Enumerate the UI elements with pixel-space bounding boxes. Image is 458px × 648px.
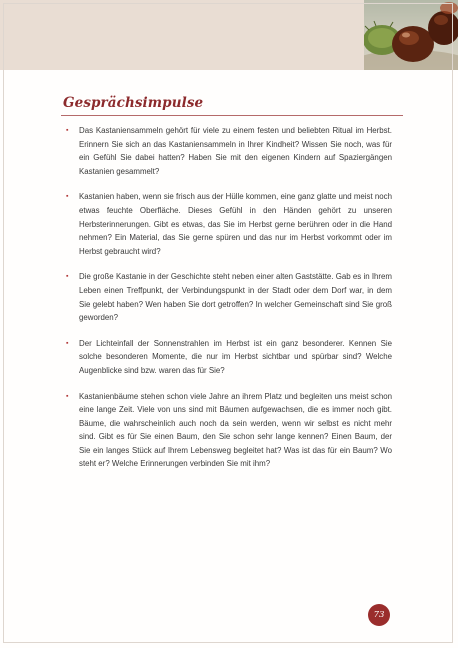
- bullet-icon: ▪: [66, 127, 69, 134]
- bullet-icon: ▪: [66, 392, 69, 400]
- list-item: [66, 390, 392, 472]
- list-item-text: Die große Kastanie in der Geschichte steht neben einer alten Gaststätte. Gab es in Ihrem Leben einen Treffpunkt, der Verbindungspunkt in der Stadt oder dem Dorf war, in dem Sie gelebt haben? Wen haben Sie dort getroffen? In welcher Gemeinschaft sind Sie groß geworden?: [79, 272, 392, 323]
- list-item: [66, 190, 392, 258]
- list-item-text: Kastanienbäume stehen schon viele Jahre an ihrem Platz und begleiten uns meist schon eine lange Zeit. Viele von uns sind mit Bäumen aufgewachsen, die es immer noch gibt. Bäume, die wahrscheinlich auch noch da sein werden, wenn wir selbst es nicht mehr sind. Gibt es für Sie einen Baum, den Sie schon sehr lange kennen? Einen Baum, der Sie ein langes Stück auf Ihrem Lebensweg begleitet hat? Was ist das für ein Baum? Wo steht er? Welche Erinnerungen verbinden Sie mit ihm?: [79, 391, 392, 469]
- list-item-text: Der Lichteinfall der Sonnenstrahlen im Herbst ist ein ganz besonderer. Kennen Sie solche besonderen Momente, die nur im Herbst sichtbar und spürbar sind? Welche Augenblicke sind bzw. waren das für Sie?: [79, 338, 392, 375]
- section-title: Gesprächsimpulse: [63, 95, 204, 111]
- list-item-text: Kastanien haben, wenn sie frisch aus der Hülle kommen, eine ganz glatte und meist noch etwas feuchte Oberfläche. Dieses Gefühl in den Händen gehört zu unseren Herbsterinnerungen. Gibt es etwas, das Sie im Herbst gerne berühren oder in die Hand nehmen? Ein Material, das Sie gerne spüren und das nur im Herbst vorkommt oder im Herbst gebraucht wird?: [79, 192, 392, 256]
- bullet-icon: ▪: [66, 193, 69, 201]
- title-divider: [61, 115, 403, 116]
- list-item: [66, 270, 392, 324]
- prompt-list: [66, 124, 392, 483]
- page-number-badge: 73: [368, 604, 390, 626]
- list-item-text: Das Kastaniensammeln gehört für viele zu einem festen und beliebten Ritual im Herbst. Erinnern Sie sich an das Kastaniensammeln in Ihrer Kindheit? Wissen Sie noch, was für ein Gefühl Sie dabei hatten? Haben Sie mit den eigenen Kindern auf Spaziergängen Kastanien gesammelt?: [79, 126, 392, 176]
- bullet-icon: ▪: [66, 273, 69, 281]
- list-item: [66, 124, 392, 178]
- list-item: [66, 337, 392, 378]
- bullet-icon: ▪: [66, 339, 69, 347]
